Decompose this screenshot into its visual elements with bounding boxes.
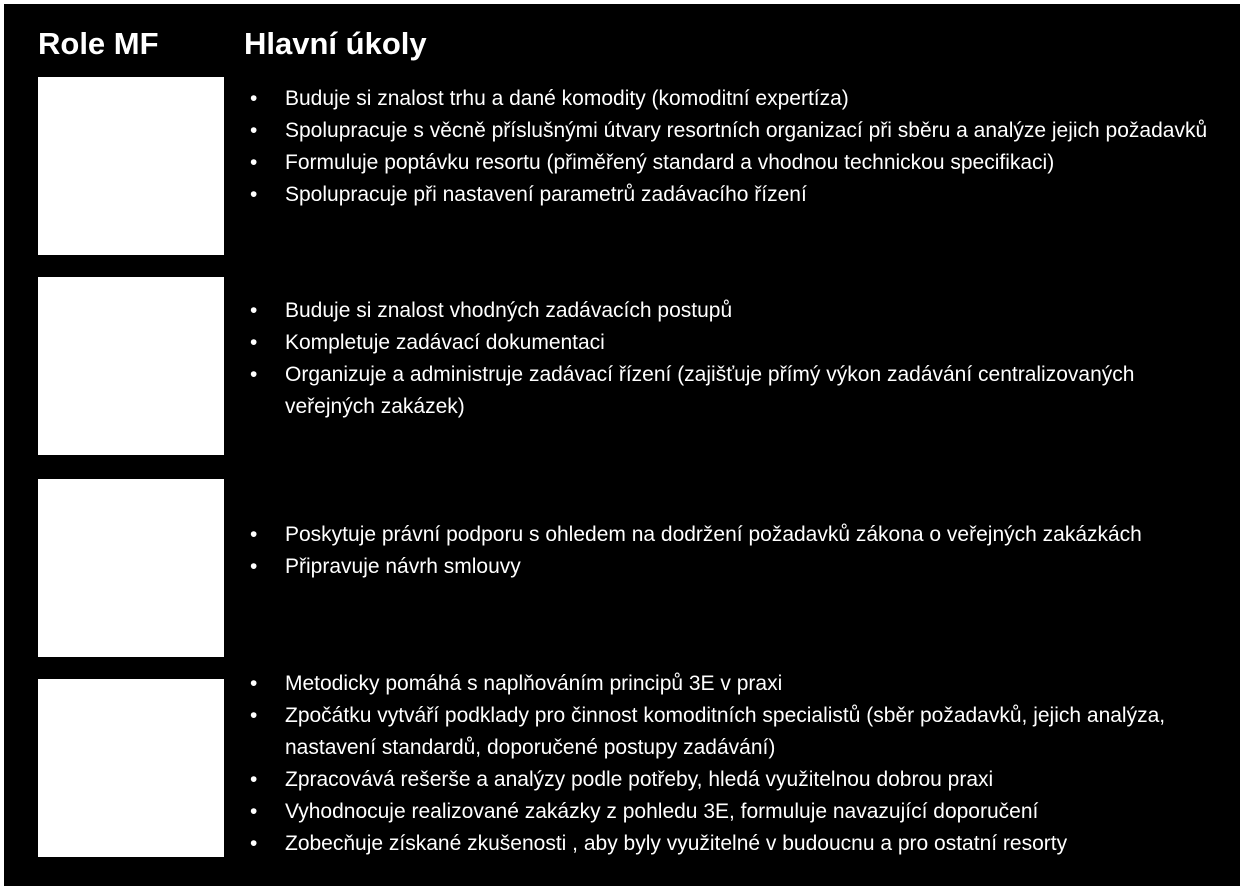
task-list-3 xyxy=(250,519,1230,583)
task-item xyxy=(250,327,1230,359)
bullet-icon: • xyxy=(250,151,258,174)
task-text: Vyhodnocuje realizované zakázky z pohledu 3E, formuluje navazující doporučení xyxy=(285,800,1039,823)
role-box-3 xyxy=(38,479,224,657)
task-item xyxy=(250,551,1230,583)
task-text: Metodicky pomáhá s naplňováním principů 3E v praxi xyxy=(285,672,783,695)
task-item xyxy=(250,83,1230,115)
tasks-column-header: Hlavní úkoly xyxy=(244,26,427,61)
task-text: Zobecňuje získané zkušenosti , aby byly využitelné v budoucnu a pro ostatní resorty xyxy=(285,832,1068,855)
role-box-2 xyxy=(38,277,224,455)
task-text: Zpracovává rešerše a analýzy podle potřeby, hledá využitelnou dobrou praxi xyxy=(285,768,994,791)
task-text: Připravuje návrh smlouvy xyxy=(285,555,521,578)
task-text: Buduje si znalost trhu a dané komodity (komoditní expertíza) xyxy=(285,87,849,110)
task-list-4 xyxy=(250,668,1230,860)
task-item xyxy=(250,115,1230,147)
task-text: Kompletuje zadávací dokumentaci xyxy=(285,331,605,354)
bullet-icon: • xyxy=(250,672,258,695)
bullet-icon: • xyxy=(250,299,258,322)
task-text: Zpočátku vytváří podklady pro činnost komoditních specialistů (sběr požadavků, jejich analýza, nastavení standardů, doporučené postupy zadávání) xyxy=(285,704,1166,759)
bullet-icon: • xyxy=(250,704,258,727)
role-box-4 xyxy=(38,679,224,857)
bullet-icon: • xyxy=(250,832,258,855)
task-item xyxy=(250,147,1230,179)
task-item xyxy=(250,764,1230,796)
task-item xyxy=(250,796,1230,828)
bullet-icon: • xyxy=(250,523,258,546)
task-item xyxy=(250,359,1230,423)
task-list-1 xyxy=(250,83,1230,211)
task-item xyxy=(250,519,1230,551)
role-box-1 xyxy=(38,77,224,255)
bullet-icon: • xyxy=(250,555,258,578)
task-item xyxy=(250,700,1230,764)
bullet-icon: • xyxy=(250,800,258,823)
bullet-icon: • xyxy=(250,363,258,386)
task-item xyxy=(250,668,1230,700)
task-list-2 xyxy=(250,295,1230,423)
task-text: Formuluje poptávku resortu (přiměřený standard a vhodnou technickou specifikaci) xyxy=(285,151,1055,174)
task-item xyxy=(250,295,1230,327)
task-text: Organizuje a administruje zadávací řízení (zajišťuje přímý výkon zadávání centralizovaných veřejných zakázek) xyxy=(285,363,1135,418)
bullet-icon: • xyxy=(250,331,258,354)
task-text: Buduje si znalost vhodných zadávacích postupů xyxy=(285,299,733,322)
bullet-icon: • xyxy=(250,183,258,206)
task-text: Spolupracuje s věcně příslušnými útvary resortních organizací při sběru a analýze jejich požadavků xyxy=(285,119,1208,142)
role-column-header: Role MF xyxy=(38,26,159,61)
bullet-icon: • xyxy=(250,768,258,791)
bullet-icon: • xyxy=(250,87,258,110)
task-text: Poskytuje právní podporu s ohledem na dodržení požadavků zákona o veřejných zakázkách xyxy=(285,523,1142,546)
task-text: Spolupracuje při nastavení parametrů zadávacího řízení xyxy=(285,183,807,206)
task-item xyxy=(250,179,1230,211)
bullet-icon: • xyxy=(250,119,258,142)
task-item xyxy=(250,828,1230,860)
